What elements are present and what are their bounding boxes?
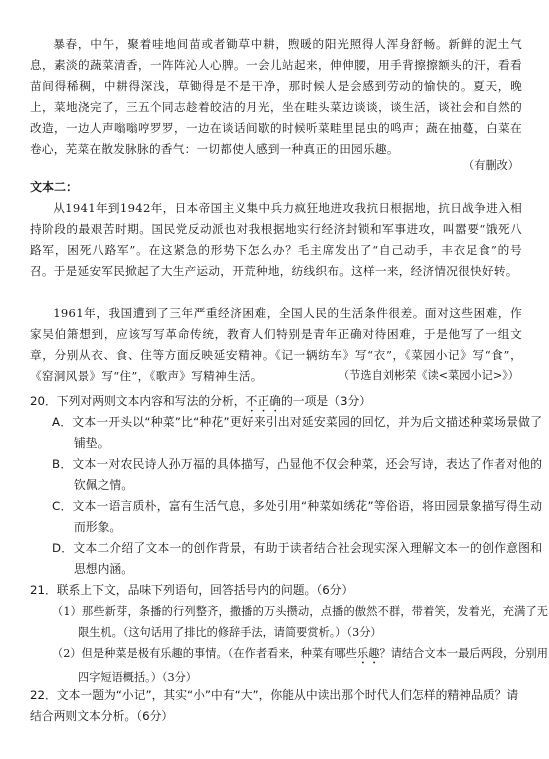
question-21-sub-2	[52, 643, 548, 688]
question-20-option-c: C．文本一语言质朴，富有生活气息，多处引用“种菜如绣花”等俗语，将田园景象描写得生动而形象。	[52, 499, 542, 534]
question-20-stem-part2: 的一项是（3分）	[280, 394, 372, 408]
question-20-emphasis: 不正确	[245, 394, 281, 408]
text1-source-note: （有删改）	[463, 159, 519, 172]
text2-heading: 文本二：	[30, 180, 79, 194]
question-22-stem: 22．文本一题为“小记”，其实“小”中有“大”，你能从中读出那个时代人们怎样的精神品质？请结合两则文本分析。（6分）	[30, 688, 519, 723]
question-20-option-a: A．文本一开头以“种菜”比“种花”更好来引出对延安菜园的回忆，并为后文描述种菜场景做了铺垫。	[52, 415, 542, 450]
text2-paragraph-2: 1961年，我国遭到了三年严重经济困难，全国人民的生活条件很差。面对这些困难，作家吴伯箫想到，应该写写革命传统，教育人们特别是青年正确对待困难，于是他写了一组文章，分别从衣、食、住等方面反映延安精神。《记一辆纺车》写“衣”，《菜园小记》写“食”，《窑洞风景》写“住”，《歌声》写精神生活。	[30, 306, 522, 383]
question-20-option-d: D．文本二介绍了文本一的创作背景，有助于读者结合社会现实深入理解文本一的创作意图和思想内涵。	[52, 541, 542, 576]
text2-paragraph-1: 从1941年到1942年，日本帝国主义集中兵力疯狂地进攻我抗日根据地，抗日战争进入相持阶段的最艰苦时期。国民党反动派也对我根据地实行经济封锁和军事进攻，叫嚣要“饿死八路军，困死八路军”。在这紧急的形势下怎么办？毛主席发出了“自己动手，丰衣足食”的号召。于是延安军民掀起了大生产运动，开荒种地，纺线织布。这样一来，经济情况很快好转。	[30, 201, 522, 278]
question-21-stem: 21．联系上下文，品味下列语句，回答括号内的问题。（6分）	[30, 583, 354, 597]
question-21-sub-2-part2: ？请结合文本一最后两段，分别用四字短语概括。）（3分）	[78, 647, 548, 684]
text1-last-paragraph: 暴春，中午，聚着哇地间苗或者锄草中耕，煦暖的阳光照得人浑身舒畅。新鲜的泥土气息，素淡的蔬菜清香，一阵阵沁人心脾。一会儿站起来，伸伸腰，用手背擦擦额头的汗，看看苗间得稀稠，中耕得深浅，草锄得是不是干净，那时候人是会感到劳动的愉快的。夏天，晚上，菜地浇完了，三五个同志趁着皎洁的月光，坐在畦头菜边谈谈，谈生活，谈社会和自然的改造，一边人声嗡嗡哼罗罗，一边在谈话间歇的时候听菜畦里昆虫的鸣声；蔬在抽蔓，白菜在卷心，芜菜在散发脉脉的香气：一切都使人感到一种真正的田园乐趣。	[30, 37, 522, 156]
question-21-sub-2-part1: （2）但是种菜是极有乐趣的事情。（在作者看来，种菜有哪些	[52, 647, 357, 660]
text2-source-note: （节选自刘彬荣《读<菜园小记>》）	[338, 369, 519, 382]
question-21-emphasis: 乐趣	[356, 647, 380, 660]
question-21-sub-1: （1）那些新芽，条播的行列整齐，撒播的万头攒动，点播的傲然不群，带着笑，发着光，充满了无限生机。（这句话用了排比的修辞手法，请简要赏析。）（3分）	[52, 605, 548, 639]
question-20-stem-part1: 20．下列对两则文本内容和写法的分析，	[30, 394, 246, 408]
question-20-option-b: B．文本一对农民诗人孙万福的具体描写，凸显他不仅会种菜，还会写诗，表达了作者对他的钦佩之情。	[52, 457, 542, 492]
